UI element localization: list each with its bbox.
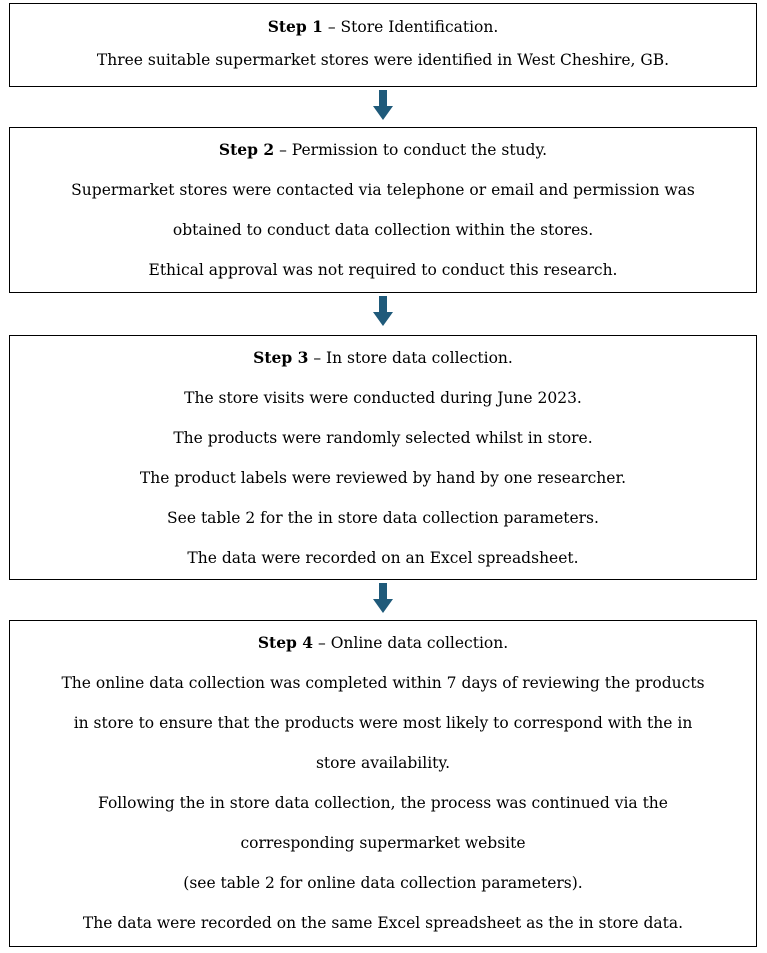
step-1-line-1: Three suitable supermarket stores were identified in West Cheshire, GB. (96, 51, 670, 69)
step-2-label: Step 2 (218, 140, 275, 159)
step-3-heading (10, 338, 756, 378)
step-4-label: Step 4 (257, 633, 314, 652)
step-3-label: Step 3 (253, 348, 309, 367)
step-3-line-3: The product labels were reviewed by hand by one researcher. (139, 469, 627, 487)
step-4-line-6: (see table 2 for online data collection parameters). (183, 874, 583, 892)
step-3-line-5: The data were recorded on an Excel spreadsheet. (187, 549, 579, 567)
step-4-line-5: corresponding supermarket website (240, 834, 526, 852)
step-3-line-4: See table 2 for the in store data collection parameters. (167, 509, 599, 527)
step-1-box (9, 3, 757, 87)
step-4-line-1: The online data collection was completed within 7 days of reviewing the products (61, 674, 705, 692)
step-2-dash: – (274, 141, 292, 159)
down-arrow-icon (373, 296, 393, 326)
step-2-line-3: Ethical approval was not required to conduct this research. (148, 261, 618, 279)
step-1-title: Store Identification. (340, 18, 499, 36)
step-4-title: Online data collection. (330, 634, 509, 652)
step-1-heading (10, 10, 756, 44)
step-4-box (9, 620, 757, 947)
step-3-box (9, 335, 757, 580)
step-2-line-2: obtained to conduct data collection within the stores. (172, 221, 594, 239)
step-2-line-1: Supermarket stores were contacted via telephone or email and permission was (71, 181, 695, 199)
step-2-title: Permission to conduct the study. (291, 141, 548, 159)
down-arrow-icon (373, 583, 393, 613)
step-4-line-4: Following the in store data collection, the process was continued via the (98, 794, 668, 812)
step-4-line-3: store availability. (315, 754, 451, 772)
step-4-heading (10, 623, 756, 663)
step-3-title: In store data collection. (326, 349, 513, 367)
down-arrow-icon (373, 90, 393, 120)
step-1-dash: – (322, 18, 341, 36)
step-3-dash: – (308, 349, 326, 367)
step-4-line-7: The data were recorded on the same Excel spreadsheet as the in store data. (82, 914, 684, 932)
step-2-box (9, 127, 757, 293)
step-4-line-2: in store to ensure that the products were most likely to correspond with the in (73, 714, 693, 732)
step-3-line-2: The products were randomly selected whilst in store. (173, 429, 593, 447)
step-2-heading (10, 130, 756, 170)
step-1-label: Step 1 (267, 17, 323, 36)
step-3-line-1: The store visits were conducted during June 2023. (184, 389, 582, 407)
step-4-dash: – (313, 634, 331, 652)
